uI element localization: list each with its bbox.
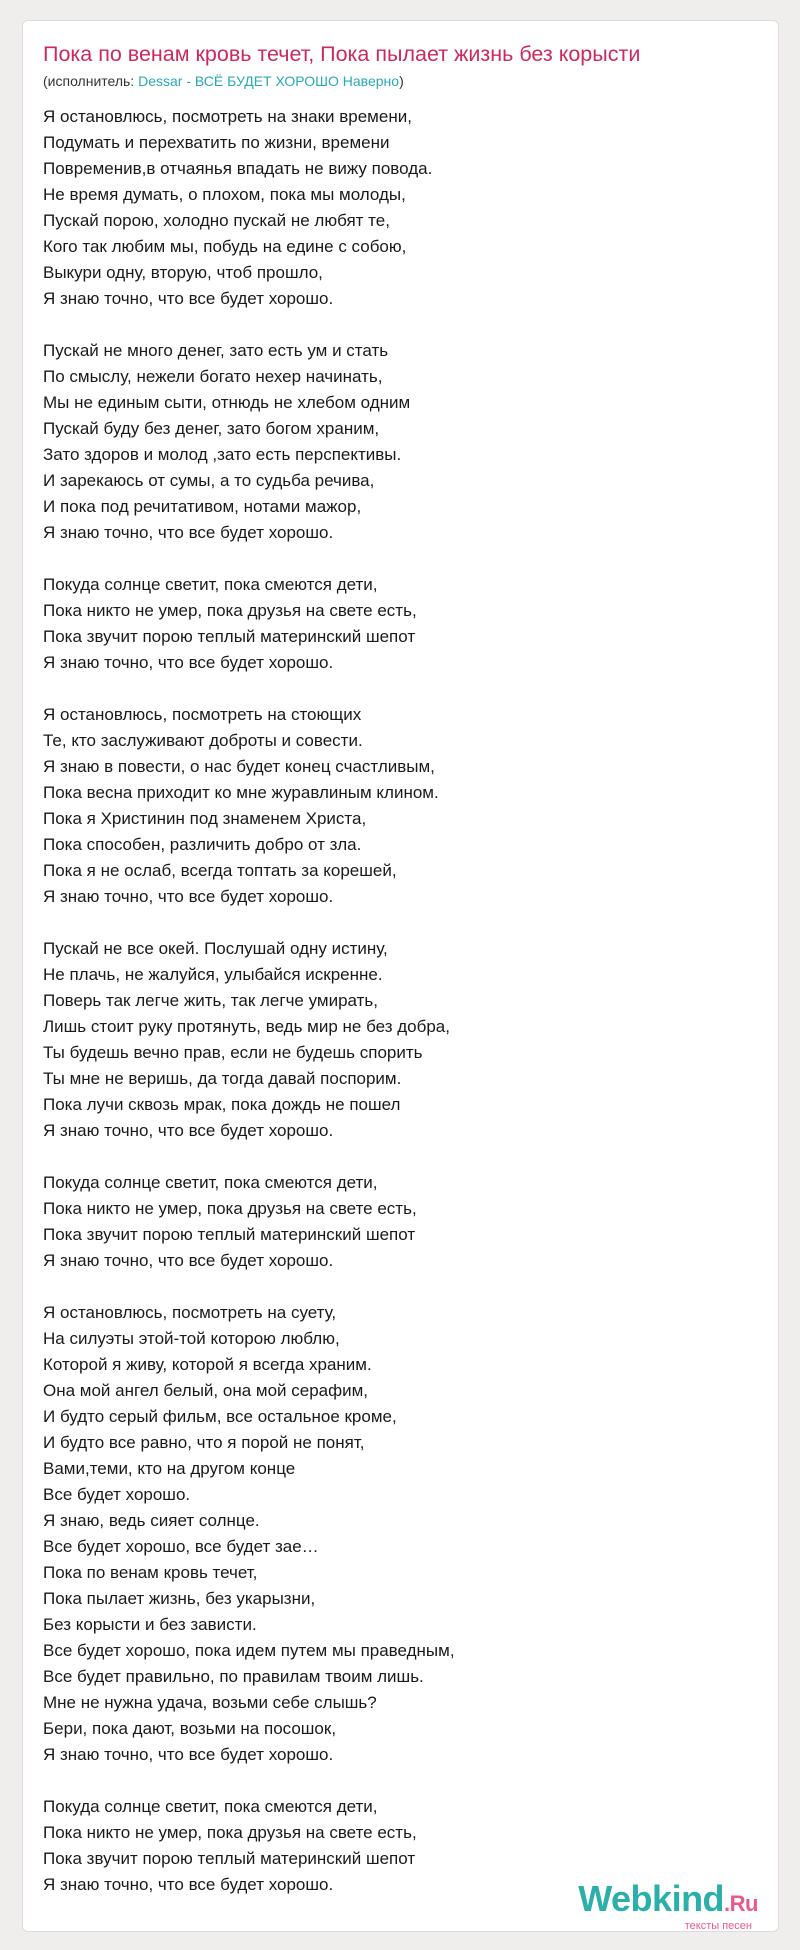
lyric-line: И зарекаюсь от сумы, а то судьба речива, — [43, 471, 375, 490]
lyric-line: Пока способен, различить добро от зла. — [43, 835, 362, 854]
lyric-line: Я остановлюсь, посмотреть на стоющих — [43, 705, 362, 724]
lyric-line: Все будет хорошо. — [43, 1485, 191, 1504]
logo-tld: .Ru — [724, 1891, 758, 1916]
lyric-line: Пока лучи сквозь мрак, пока дождь не пошел — [43, 1095, 401, 1114]
lyric-line: Я знаю точно, что все будет хорошо. — [43, 1875, 334, 1894]
lyric-line: Я знаю точно, что все будет хорошо. — [43, 1121, 334, 1140]
lyric-line: Пускай не все окей. Послушай одну истину, — [43, 939, 388, 958]
lyric-line: И будто все равно, что я порой не понят, — [43, 1433, 365, 1452]
logo-wordmark — [578, 1878, 758, 1922]
lyric-line: Лишь стоит руку протянуть, ведь мир не без добра, — [43, 1017, 450, 1036]
lyric-line: Она мой ангел белый, она мой серафим, — [43, 1381, 369, 1400]
lyric-line: Пока пылает жизнь, без укарызни, — [43, 1589, 316, 1608]
lyric-line: Пока по венам кровь течет, — [43, 1563, 258, 1582]
lyric-line: Я знаю в повести, о нас будет конец счастливым, — [43, 757, 435, 776]
lyric-line: Покуда солнце светит, пока смеются дети, — [43, 575, 378, 594]
lyric-line: По смыслу, нежели богато нехер начинать, — [43, 367, 383, 386]
lyric-line: Покуда солнце светит, пока смеются дети, — [43, 1173, 378, 1192]
lyric-line: Поверь так легче жить, так легче умирать, — [43, 991, 378, 1010]
lyric-line: Все будет правильно, по правилам твоим лишь. — [43, 1667, 424, 1686]
lyric-line: Пока никто не умер, пока друзья на свете есть, — [43, 1199, 417, 1218]
lyric-line: Пока звучит порою теплый материнский шепот — [43, 627, 416, 646]
stanza — [43, 1170, 743, 1274]
lyric-line: Пускай не много денег, зато есть ум и стать — [43, 341, 389, 360]
lyric-line: Пока я Христинин под знаменем Христа, — [43, 809, 367, 828]
lyric-line: Пока я не ослаб, всегда топтать за корешей, — [43, 861, 397, 880]
lyric-line: Пускай буду без денег, зато богом храним, — [43, 419, 380, 438]
lyric-line: Я знаю точно, что все будет хорошо. — [43, 887, 334, 906]
stanza — [43, 338, 743, 546]
lyrics-body — [43, 104, 743, 1924]
lyric-line: Которой я живу, которой я всегда храним. — [43, 1355, 372, 1374]
lyric-line: Ты мне не веришь, да тогда давай поспорим. — [43, 1069, 402, 1088]
artist-link[interactable]: Dessar - ВСЁ БУДЕТ ХОРОШО Наверно — [138, 73, 400, 89]
artist-line — [43, 73, 404, 89]
stanza — [43, 702, 743, 910]
lyric-line: Все будет хорошо, все будет зае… — [43, 1537, 319, 1556]
lyric-line: Вами,теми, кто на другом конце — [43, 1459, 296, 1478]
lyric-line: Выкури одну, вторую, чтоб прошло, — [43, 263, 323, 282]
lyric-line: И будто серый фильм, все остальное кроме, — [43, 1407, 397, 1426]
lyric-line: И пока под речитативом, нотами мажор, — [43, 497, 362, 516]
lyric-line: Бери, пока дают, возьми на посошок, — [43, 1719, 337, 1738]
stanza — [43, 104, 743, 312]
lyric-line: Пока звучит порою теплый материнский шепот — [43, 1225, 416, 1244]
lyric-line: Не плачь, не жалуйся, улыбайся искренне. — [43, 965, 383, 984]
stanza — [43, 572, 743, 676]
lyric-line: Пока никто не умер, пока друзья на свете есть, — [43, 1823, 417, 1842]
lyric-line: Мне не нужна удача, возьми себе слышь? — [43, 1693, 377, 1712]
lyric-line: Ты будешь вечно прав, если не будешь спорить — [43, 1043, 423, 1062]
lyric-line: Пускай порою, холодно пускай не любят те, — [43, 211, 390, 230]
lyric-line: Кого так любим мы, побудь на едине с собою, — [43, 237, 407, 256]
stanza — [43, 1300, 743, 1768]
lyric-line: На силуэты этой-той которою люблю, — [43, 1329, 340, 1348]
lyrics-card — [22, 20, 779, 1932]
lyric-line: Я знаю точно, что все будет хорошо. — [43, 1251, 334, 1270]
lyric-line: Без корысти и без зависти. — [43, 1615, 257, 1634]
stanza — [43, 936, 743, 1144]
lyric-line: Все будет хорошо, пока идем путем мы праведным, — [43, 1641, 455, 1660]
lyric-line: Подумать и перехватить по жизни, времени — [43, 133, 390, 152]
artist-prefix: (исполнитель: — [43, 73, 139, 89]
song-title: Пока по венам кровь течет, Пока пылает жизнь без корысти — [43, 42, 641, 66]
logo-tagline: тексты песен — [684, 1920, 752, 1932]
lyric-line: Я остановлюсь, посмотреть на суету, — [43, 1303, 337, 1322]
lyric-line: Пока звучит порою теплый материнский шепот — [43, 1849, 416, 1868]
lyric-line: Я знаю точно, что все будет хорошо. — [43, 653, 334, 672]
lyric-line: Те, кто заслуживают доброты и совести. — [43, 731, 363, 750]
lyric-line: Зато здоров и молод ,зато есть перспективы. — [43, 445, 402, 464]
lyric-line: Повременив,в отчаянья впадать не вижу повода. — [43, 159, 433, 178]
lyric-line: Я знаю точно, что все будет хорошо. — [43, 1745, 334, 1764]
lyric-line: Я знаю точно, что все будет хорошо. — [43, 523, 334, 542]
lyric-line: Я остановлюсь, посмотреть на знаки времени, — [43, 107, 412, 126]
lyric-line: Пока никто не умер, пока друзья на свете есть, — [43, 601, 417, 620]
lyric-line: Покуда солнце светит, пока смеются дети, — [43, 1797, 378, 1816]
site-logo[interactable] — [578, 1878, 758, 1932]
lyric-line: Не время думать, о плохом, пока мы молоды, — [43, 185, 406, 204]
logo-name: Webkind — [578, 1878, 725, 1919]
lyric-line: Мы не единым сыти, отнюдь не хлебом одним — [43, 393, 411, 412]
artist-suffix: ) — [399, 73, 404, 89]
lyric-line: Пока весна приходит ко мне журавлиным клином. — [43, 783, 439, 802]
lyric-line: Я знаю точно, что все будет хорошо. — [43, 289, 334, 308]
lyric-line: Я знаю, ведь сияет солнце. — [43, 1511, 260, 1530]
